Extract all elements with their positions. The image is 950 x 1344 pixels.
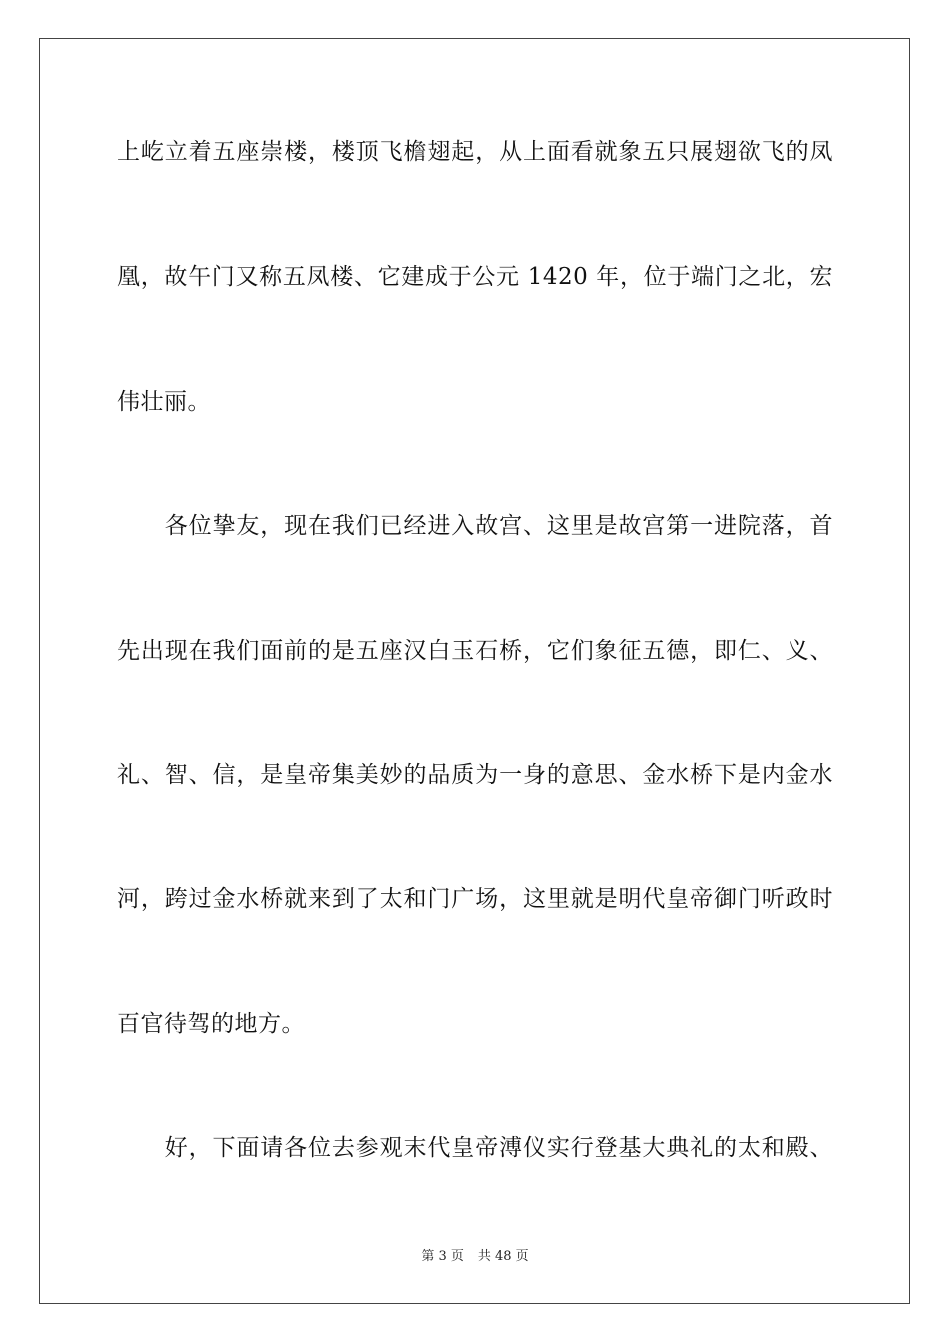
page-footer	[0, 1248, 950, 1266]
body-text-line: 凰，故午门又称五凤楼、它建成于公元 1420 年，位于端门之北，宏	[117, 264, 833, 290]
body-text-line: 河，跨过金水桥就来到了太和门广场，这里就是明代皇帝御门听政时	[117, 886, 833, 912]
page-total: 共 48 页	[477, 1249, 529, 1264]
body-text-line: 各位挚友，现在我们已经进入故宫、这里是故宫第一进院落，首	[117, 513, 833, 539]
body-text-line: 礼、智、信，是皇帝集美妙的品质为一身的意思、金水桥下是内金水	[117, 762, 833, 788]
page-border	[39, 38, 910, 1304]
body-text-line: 先出现在我们面前的是五座汉白玉石桥，它们象征五德，即仁、义、	[117, 638, 833, 664]
body-text-line: 上屹立着五座崇楼，楼顶飞檐翅起，从上面看就象五只展翅欲飞的凤	[117, 139, 833, 165]
body-text-line: 好，下面请各位去参观末代皇帝溥仪实行登基大典礼的太和殿、	[117, 1135, 833, 1161]
page-number: 第 3 页	[421, 1249, 464, 1264]
body-text-line: 伟壮丽。	[117, 389, 211, 415]
body-text-line: 百官待驾的地方。	[117, 1011, 305, 1037]
